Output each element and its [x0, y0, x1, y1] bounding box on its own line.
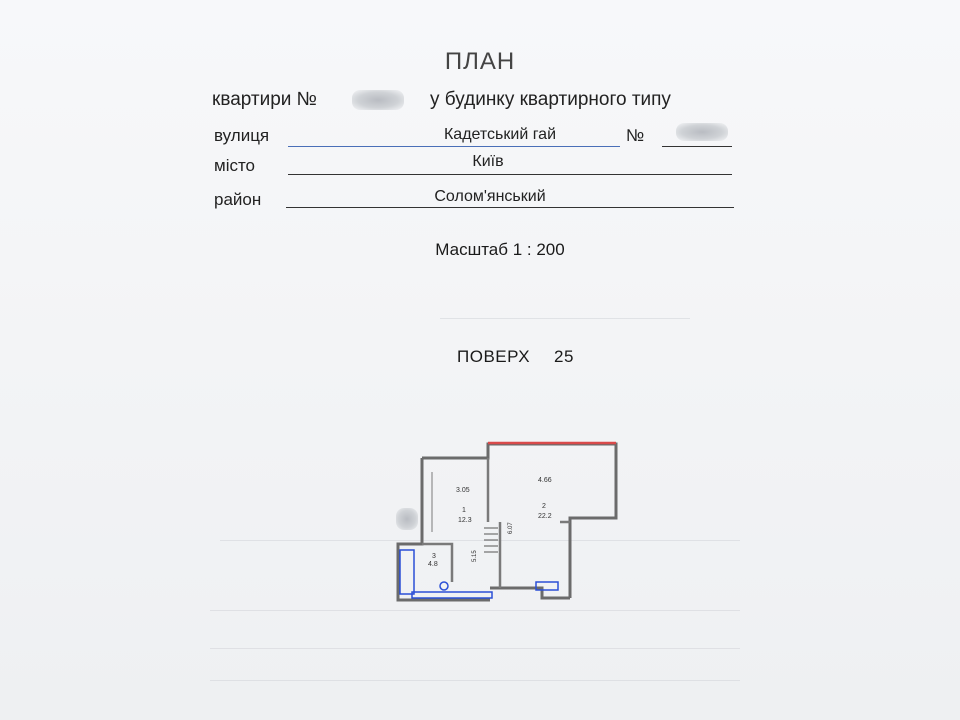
floor-plan-drawing	[392, 432, 628, 604]
room-1-number: 1	[462, 507, 466, 514]
redacted-apartment-number	[352, 90, 404, 110]
redacted-house-number	[676, 123, 728, 141]
city-value: Київ	[472, 153, 504, 170]
apartment-suffix: у будинку квартирного типу	[430, 89, 671, 110]
street-underline	[288, 146, 620, 147]
number-underline	[662, 146, 732, 147]
bleed-through-line	[210, 680, 740, 681]
document-title	[0, 48, 960, 76]
kitchen-counter	[412, 592, 492, 598]
room-2-number: 2	[542, 503, 546, 510]
city-underline	[288, 174, 732, 175]
bleed-through-line	[440, 318, 690, 319]
floor-number: 25	[554, 347, 574, 366]
bleed-through-line	[210, 648, 740, 649]
street-label: вулиця	[214, 126, 270, 145]
street-value: Кадетський гай	[443, 126, 557, 143]
room-3-number: 3	[432, 553, 436, 560]
floor-heading	[457, 347, 574, 367]
dim-6-07: 6.07	[508, 522, 514, 534]
floor-plan	[392, 432, 628, 604]
bathtub	[400, 550, 414, 594]
district-underline	[286, 207, 734, 208]
redacted-smudge	[396, 508, 418, 530]
title-text: ПЛАН	[444, 48, 516, 75]
room-2-dim: 4.66	[538, 477, 552, 484]
room-3-area: 4.8	[428, 561, 438, 568]
floor-label: ПОВЕРХ	[457, 347, 531, 366]
city-label: місто	[214, 156, 256, 175]
number-label: №	[626, 126, 645, 145]
scale-text: Масштаб 1 : 200	[435, 240, 565, 259]
room-1-dim: 3.05	[456, 487, 470, 494]
bleed-through-line	[210, 610, 740, 611]
apartment-prefix: квартири №	[212, 89, 318, 110]
stairs	[484, 528, 498, 552]
district-value: Солом'янський	[434, 188, 546, 205]
district-label: район	[214, 190, 262, 209]
room-2-area: 22.2	[538, 513, 552, 520]
toilet	[440, 582, 448, 590]
room-1-area: 12.3	[458, 517, 472, 524]
dim-5-15: 5.15	[472, 550, 478, 562]
